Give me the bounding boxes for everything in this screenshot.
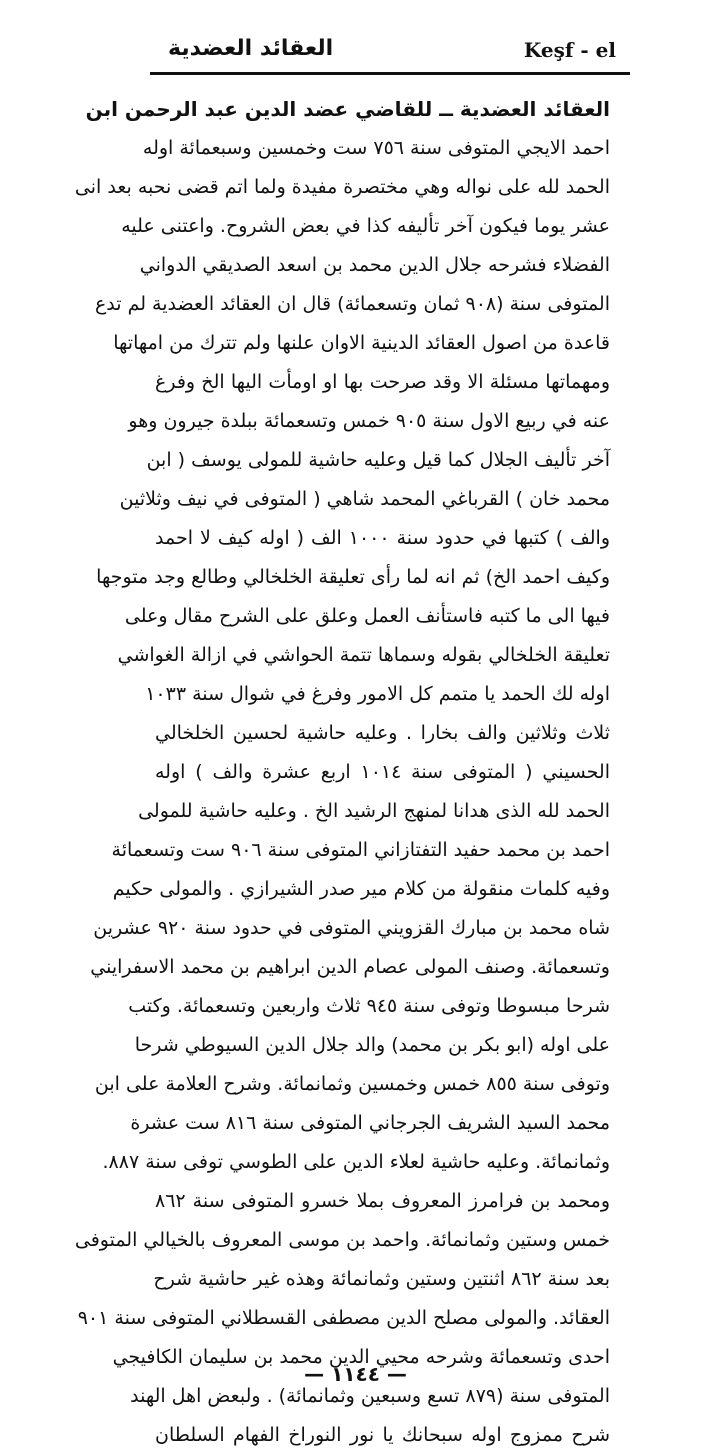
text-line: ثلاث وثلاثين والف بخارا . وعليه حاشية لحسين الخلخالي — [155, 722, 610, 744]
text-line: احمد الايجي المتوفى سنة ٧٥٦ ست وخمسين وسبعمائة اوله — [142, 137, 610, 159]
text-line: تعليقة الخلخالي بقوله وسماها تتمة الحواشي في ازالة الغواشي — [117, 644, 610, 666]
text-line: عشر يوما فيكون آخر تأليفه كذا في بعض الشروح. واعتنى عليه — [121, 215, 610, 237]
header-arabic-title: العقائد العضدية — [168, 36, 334, 61]
text-line: وفيه كلمات منقولة من كلام مير صدر الشيرازي . والمولى حكيم — [112, 878, 610, 900]
text-line: العقائد. والمولى مصلح الدين مصطفى القسطلاني المتوفى سنة ٩٠١ — [77, 1307, 610, 1329]
text-line: المتوفى سنة (٨٧٩ تسع وسبعين وثمانمائة) . ولبعض اهل الهند — [130, 1385, 610, 1407]
text-line: عنه في ربيع الاول سنة ٩٠٥ خمس وتسعمائة ببلدة جيرون وهو — [128, 410, 610, 432]
text-line: ومحمد بن فرامرز المعروف بملا خسرو المتوفى سنة ٨٦٢ — [155, 1190, 610, 1212]
text-line: الفضلاء فشرحه جلال الدين محمد بن اسعد الصديقي الدواني — [139, 254, 610, 276]
text-line: شرحا مبسوطا وتوفى سنة ٩٤٥ ثلاث واربعين وتسعمائة. وكتب — [128, 995, 610, 1017]
text-line: والف ) كتبها في حدود سنة ١٠٠٠ الف ( اوله كيف لا احمد — [155, 527, 610, 549]
text-line: على اوله (ابو بكر بن محمد) والد جلال الدين السيوطي شرحا — [134, 1034, 610, 1056]
text-line: احدى وتسعمائة وشرحه محيي الدين محمد بن سليمان الكافيجي — [112, 1346, 610, 1368]
text-line: خمس وستين وثمانمائة. واحمد بن موسى المعروف بالخيالي المتوفى — [74, 1229, 610, 1251]
text-line: فيها الى ما كتبه فاستأنف العمل وعلق على الشرح مقال وعلى — [124, 605, 610, 627]
text-line: محمد خان ) القرباغي المحمد شاهي ( المتوفى في نيف وثلاثين — [119, 488, 610, 510]
text-line: شرح ممزوج اوله سبحانك يا نور النوراخ الفهام السلطان — [155, 1424, 610, 1446]
header-latin-title: Keşf - el — [523, 38, 616, 62]
text-line: الحمد لله الذى هدانا لمنهج الرشيد الخ . وعليه حاشية للمولى — [138, 800, 610, 822]
text-line: قاعدة من اصول العقائد الدينية الاوان علنها ولم تترك من امهاتها — [113, 332, 610, 354]
text-line: وكيف احمد الخ) ثم انه لما رأى تعليقة الخلخالي وطالع وجد متوجها — [96, 566, 610, 588]
text-line: الحمد لله على نواله وهي مختصرة مفيدة ولما اتم قضى نحبه بعد انى — [74, 176, 610, 198]
text-line: وتوفى سنة ٨٥٥ خمس وخمسين وثمانمائة. وشرح العلامة على ابن — [94, 1073, 610, 1095]
text-line: الحسيني ( المتوفى سنة ١٠١٤ اربع عشرة والف ) اوله — [155, 761, 610, 783]
text-line: المتوفى سنة (٩٠٨ ثمان وتسعمائة) قال ان العقائد العضدية لم تدع — [94, 293, 610, 315]
text-line: وتسعمائة. وصنف المولى عصام الدين ابراهيم بن محمد الاسفرايني — [90, 956, 610, 978]
text-line: شاه محمد بن مبارك القزويني المتوفى في حدود سنة ٩٢٠ عشرين — [93, 917, 610, 939]
text-line: اوله لك الحمد يا متمم كل الامور وفرغ في شوال سنة ١٠٣٣ — [145, 683, 610, 705]
entry-text — [74, 90, 610, 1455]
text-line: آخر تأليف الجلال كما قيل وعليه حاشية للمولى يوسف ( ابن — [146, 449, 610, 471]
text-line: محمد السيد الشريف الجرجاني المتوفى سنة ٨١٦ ست عشرة — [130, 1112, 610, 1134]
text-line: ومهماتها مسئلة الا وقد صرحت بها او اومأت اليها الخ وفرغ — [155, 371, 610, 393]
page-number: — ١١٤٤ — — [304, 1362, 407, 1386]
text-line: احمد بن محمد حفيد التفتازاني المتوفى سنة ٩٠٦ ست وتسعمائة — [111, 839, 610, 861]
text-line: بعد سنة ٨٦٢ اثنتين وستين وثمانمائة وهذه غير حاشية شرح — [153, 1268, 610, 1290]
text-line: العقائد العضدية ــ للقاضي عضد الدين عبد الرحمن ابن — [85, 97, 610, 121]
text-line: وثمانمائة. وعليه حاشية لعلاء الدين على الطوسي توفى سنة ٨٨٧. — [102, 1151, 610, 1173]
page-header — [150, 28, 630, 75]
